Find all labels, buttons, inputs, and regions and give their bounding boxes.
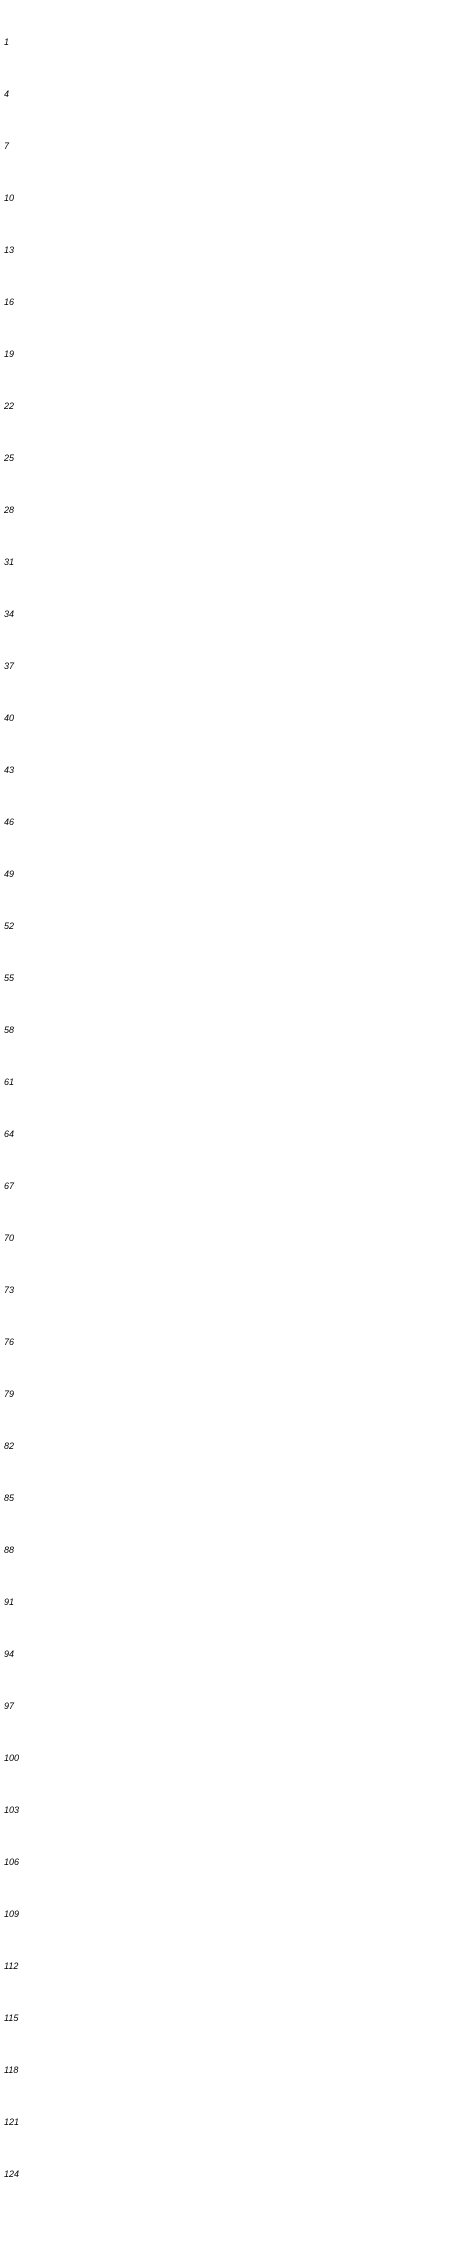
- source-citation: [4, 2186, 449, 2256]
- article-body: [30, 26, 447, 2176]
- line-number: 118: [4, 2065, 19, 2075]
- line-number: 67: [4, 1181, 15, 1191]
- line-number: 16: [4, 297, 15, 307]
- line-number: 1: [4, 37, 10, 47]
- line-number: 106: [4, 1857, 20, 1867]
- line-number: 34: [4, 609, 15, 619]
- line-number: 76: [4, 1337, 15, 1347]
- line-number: 82: [4, 1441, 15, 1451]
- line-number: 61: [4, 1077, 15, 1087]
- line-number: 25: [4, 453, 15, 463]
- line-number: 58: [4, 1025, 15, 1035]
- line-number: 10: [4, 193, 15, 203]
- line-number: 22: [4, 401, 15, 411]
- line-number: 124: [4, 2169, 20, 2179]
- line-number: 55: [4, 973, 15, 983]
- line-number: 115: [4, 2013, 19, 2023]
- line-number: 52: [4, 921, 15, 931]
- line-number: 43: [4, 765, 15, 775]
- line-number: 79: [4, 1389, 15, 1399]
- line-number: 112: [4, 1961, 19, 1971]
- line-number: 85: [4, 1493, 15, 1503]
- line-number: 64: [4, 1129, 15, 1139]
- line-number: 37: [4, 661, 15, 671]
- line-number: 49: [4, 869, 15, 879]
- line-number: 70: [4, 1233, 15, 1243]
- line-number: 4: [4, 89, 10, 99]
- line-number: 31: [4, 557, 15, 567]
- line-number: 13: [4, 245, 15, 255]
- line-number-gutter: [0, 26, 30, 2179]
- line-number: 109: [4, 1909, 20, 1919]
- line-number: 19: [4, 349, 15, 359]
- line-number: 94: [4, 1649, 15, 1659]
- line-number: 88: [4, 1545, 15, 1555]
- line-number: 73: [4, 1285, 15, 1295]
- line-number: 97: [4, 1701, 15, 1711]
- line-number: 121: [4, 2117, 20, 2127]
- line-number: 28: [4, 505, 15, 515]
- line-number: 7: [4, 141, 10, 151]
- line-number: 91: [4, 1597, 15, 1607]
- line-number: 100: [4, 1753, 20, 1763]
- line-number: 40: [4, 713, 15, 723]
- line-number: 46: [4, 817, 15, 827]
- line-number: 103: [4, 1805, 20, 1815]
